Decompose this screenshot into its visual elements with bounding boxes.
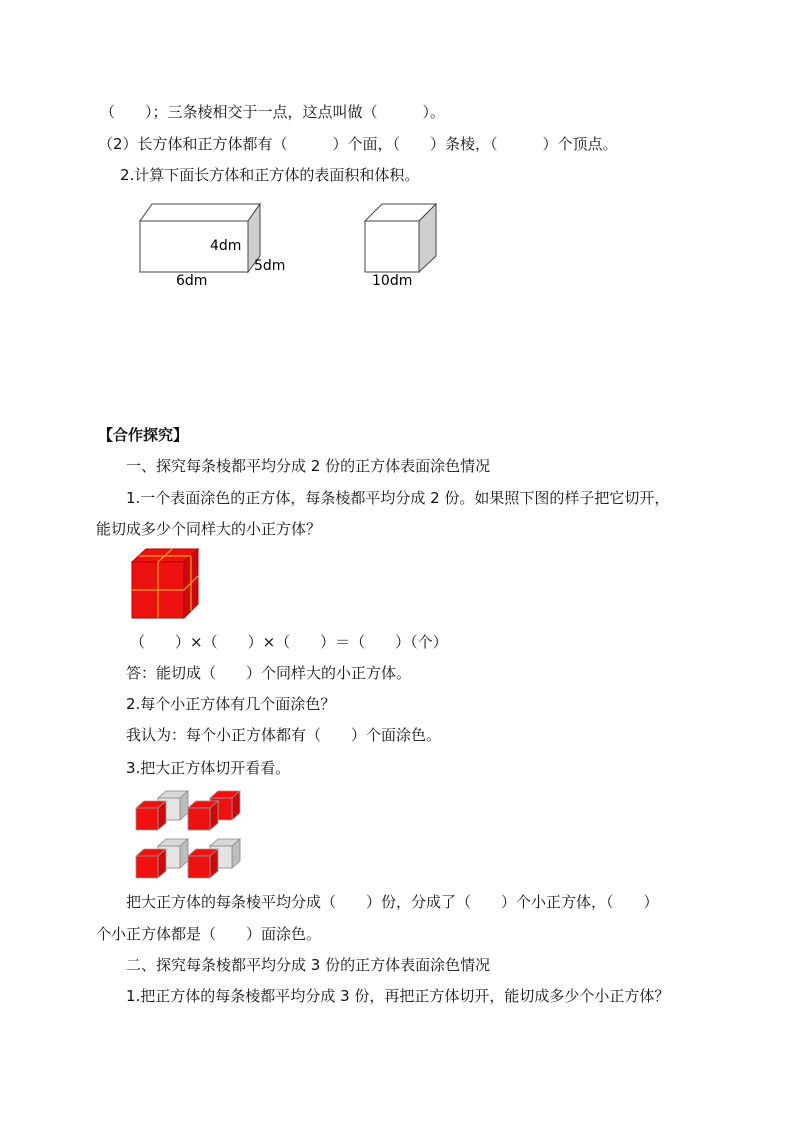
question3: 3.把大正方体切开看看。 — [126, 759, 291, 777]
part2-question1: 1.把正方体的每条棱都平均分成 3 份，再把正方体切开，能切成多少个小正方体？ — [126, 987, 670, 1005]
text-line-vertex: （ ）；三条棱相交于一点，这点叫做（ ）。 — [100, 103, 446, 121]
cuboid-length-label: 6dm — [176, 273, 208, 289]
question-compute-area-volume: 2.计算下面长方体和正方体的表面积和体积。 — [120, 166, 420, 184]
separated-cubes-figure — [132, 788, 247, 880]
cube-figure — [355, 196, 455, 291]
cuboid-height-label: 4dm — [210, 238, 242, 254]
cube-front-face — [365, 221, 419, 272]
question1-line1: 1.一个表面涂色的正方体，每条棱都平均分成 2 份。如果照下图的样子把它切开， — [126, 489, 670, 507]
small-cube — [188, 849, 218, 878]
part2-title: 二、探究每条棱都平均分成 3 份的正方体表面涂色情况 — [126, 956, 491, 974]
answer-line: 答：能切成（ ）个同样大的小正方体。 — [126, 664, 412, 682]
small-cube — [188, 801, 218, 830]
cube-edge-label: 10dm — [372, 273, 413, 289]
small-cube — [136, 849, 166, 878]
question3-line1: 把大正方体的每条棱平均分成（ ）份，分成了（ ）个小正方体，（ ） — [126, 893, 659, 911]
question1-line2: 能切成多少个同样大的小正方体？ — [96, 520, 322, 538]
question2: 2.每个小正方体有几个面涂色？ — [126, 695, 336, 713]
question3-line2: 个小正方体都是（ ）面涂色。 — [96, 925, 322, 943]
part1-title: 一、探究每条棱都平均分成 2 份的正方体表面涂色情况 — [126, 457, 491, 475]
painted-cube-figure — [128, 546, 208, 624]
cuboid-depth-label: 5dm — [254, 258, 286, 274]
cuboid-figure — [130, 196, 300, 291]
small-cube — [136, 801, 166, 830]
section-heading: 【合作探究】 — [98, 426, 189, 444]
cuboid-top-face — [140, 204, 260, 221]
question-2-fill-blanks: （2）长方体和正方体都有（ ）个面，（ ）条棱，（ ）个顶点。 — [98, 135, 618, 153]
formula-line: （ ）×（ ）×（ ）＝（ ）（个） — [130, 633, 448, 651]
question2-answer: 我认为：每个小正方体都有（ ）个面涂色。 — [126, 726, 442, 744]
